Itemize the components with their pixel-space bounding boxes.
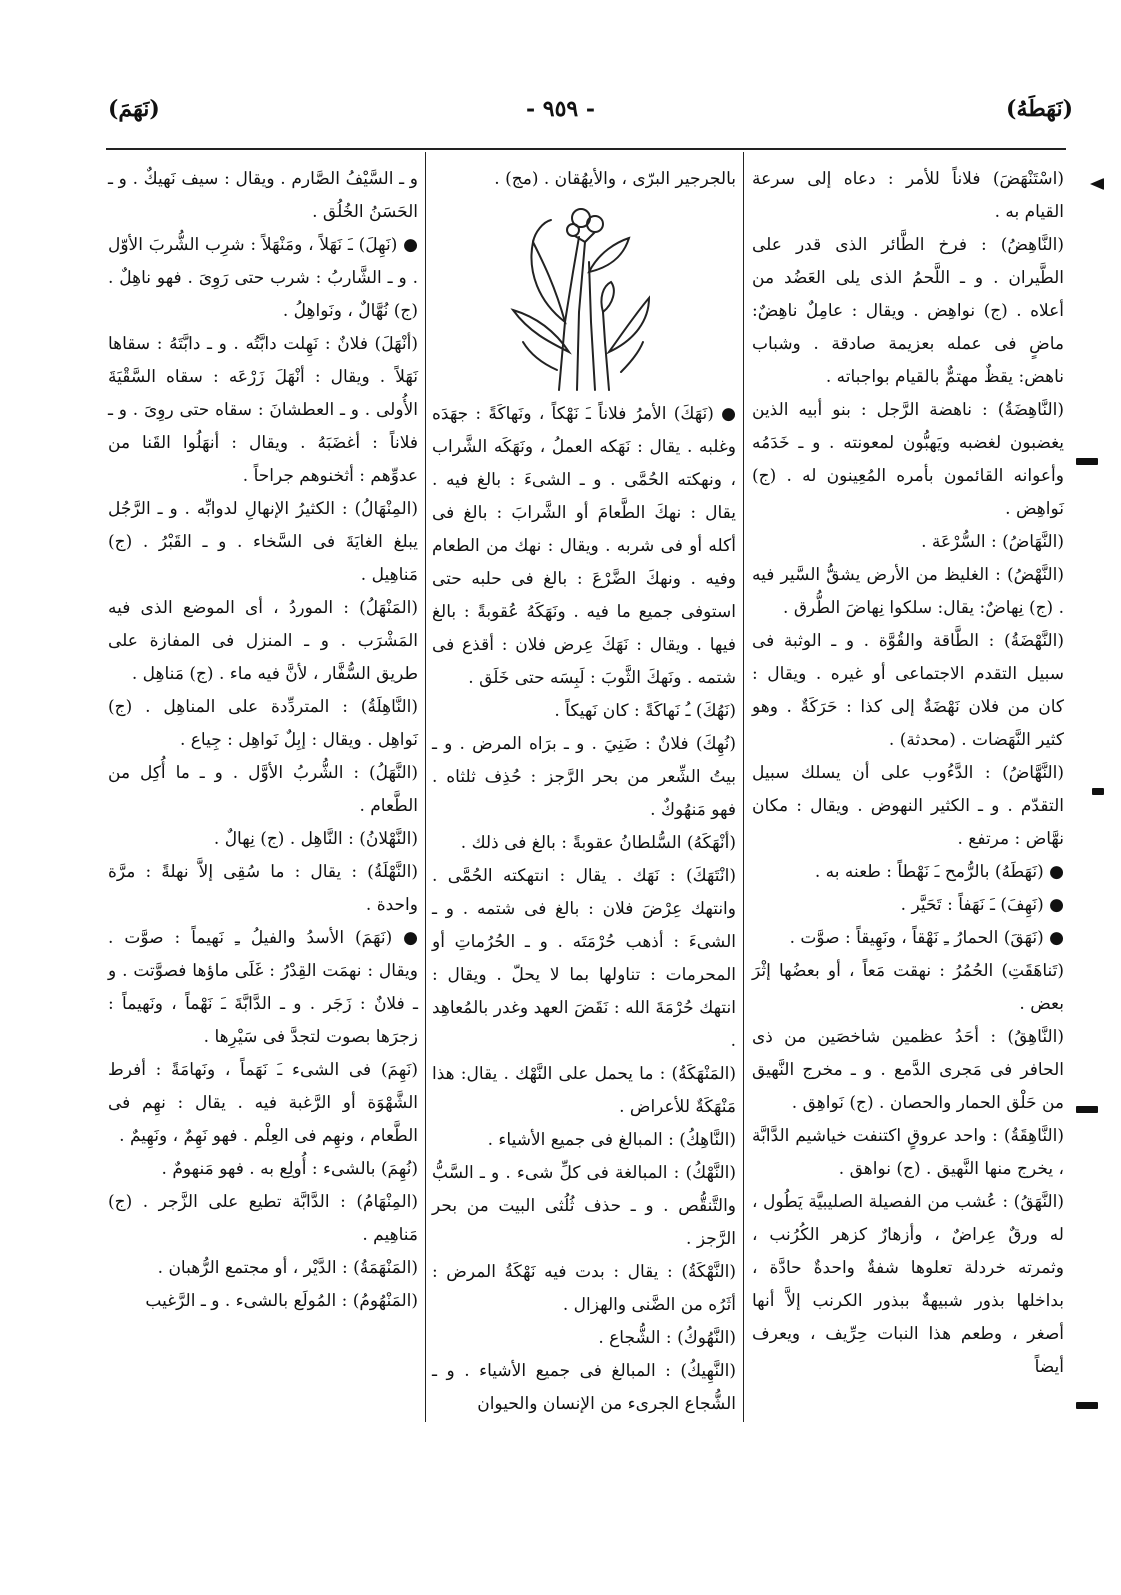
running-head-left: (نَهَمَ) <box>108 96 160 122</box>
entry: (المِنْهَالُ) : الكثيرُ الإنهالِ لدوابِّه . و ـ الرَّجُل يبلغ الغايَةَ فى السَّخاء . و ـ القَبْرُ . (ج) مَناهِيل . <box>108 499 418 585</box>
column-right <box>752 163 1064 1384</box>
plant-drawing <box>499 202 669 392</box>
entry: (النَّهْلانُ) : النَّاهِل . (ج) نِهالٌ . <box>213 829 418 849</box>
margin-marker <box>1076 1402 1098 1409</box>
entry: (النَّاهِضُ) : فرخ الطَّائر الذى قدر على الطَّيران . و ـ اللَّحمُ الذى يلى العَضُد من أعلاه . (ج) نواهِض . ويقال : عامِلٌ ناهِضٌ: ماضٍ فى عمله بعزيمة صادقة . وشباب ناهض: يقظٌ مهتمٌّ بالقيام بواجباته . <box>752 235 1064 387</box>
entry: (نَهِمَ) فى الشىء ـَ نَهَماً ، ونَهامَةً : أفرط الشَّهْوَة أو الرَّغبة فيه . يقال : نهِم فى الطَّعام ، ونهِم فى العِلْم . فهو نَهِمٌ ، ونَهِيمٌ . <box>108 1060 418 1146</box>
entry: (النَّهَاضُ) : السُّرْعَة . <box>921 532 1064 552</box>
entry: (نُهِمَ) بالشىء : أُولِع به . فهو مَنهومٌ . <box>161 1159 418 1179</box>
entry: (النَّهْضُ) : الغليظ من الأرض يشقُّ السَّير فيه . (ج) نِهاضٌ: يقال: سلكوا نِهاضَ الطُّرق . <box>752 565 1064 618</box>
entry: ● (نَهَطَهُ) بالرُّمح ـَ نَهْطاً : طعنه به . <box>814 862 1064 882</box>
entry: و ـ السَّيْفُ الصَّارم . ويقال : سيف نَهيكٌ . و ـ الحَسَنُ الخُلُق . <box>108 169 418 222</box>
entry: (تَناهَقَتِ) الحُمُرُ : نهقت مَعاً ، أو بعضُها إثْرَ بعض . <box>752 961 1064 1014</box>
entry: (النَّاهِقَةُ) : واحد عروقٍ اكتنفت خياشيم الدَّابَّة ، يخرج منها النَّهيق . (ج) نواهق . <box>752 1126 1064 1179</box>
entry: ● (نَهَمَ) الأسدُ والفيلُ ـِ نَهيماً : صوَّت . ويقال : نهمَت القِدْرُ : غَلَى ماؤها فصوَّتت . و ـ فلانٌ : زَجَر . و ـ الدَّابَّةَ ـَ نَهْماً ، ونَهيماً : زجرَها بصوت لتجدَّ فى سَيْرِها . <box>108 928 418 1047</box>
entry: (النَّاهِكُ) : المبالغ فى جميع الأشياء . <box>487 1130 736 1150</box>
entry: ● (نَهِلَ) ـَ نَهَلاً ، ومَنْهَلاً : شرِب الشُّربَ الأوّل . و ـ الشَّاربُ : شرب حتى رَوِىَ . فهو ناهِلٌ . (ج) نُهَّالٌ ، ونَواهِلُ . <box>108 235 418 321</box>
margin-marker <box>1090 178 1104 190</box>
entry: ● (نَهِفَ) ـَ نَهَفاً : تَحَيَّر . <box>900 895 1064 915</box>
margin-marker <box>1092 788 1104 795</box>
entry: (اسْتَنْهَضَ) فلاناً للأمر : دعاه إلى سرعة القيام به . <box>752 169 1064 222</box>
entry: (المَنْهَلُ) : الموردُ ، أى الموضع الذى فيه المَشْرَب . و ـ المنزل فى المفازة على طريق السُّفَّار ، لأنَّ فيه ماء . (ج) مَناهِل . <box>108 598 418 684</box>
entry: بالجرجير البرّى ، والأيهُقان . (مج) . <box>494 169 736 189</box>
entry: (المَنْهَكَةُ) : ما يحمل على النَّهْك . يقال: هذا مَنْهَكَةٌ للأعراض . <box>432 1064 736 1117</box>
column-divider-left <box>425 152 426 1422</box>
entry: (المِنْهَامُ) : الدَّابَّة تطيع على الزَّجر . (ج) مَناهِيم . <box>108 1192 418 1245</box>
entry: ● (نَهَكَ) الأمرُ فلاناً ـَ نَهْكاً ، ونَهاكَةً : جهَدَه وغلبه . يقال : نَهَكه العملُ ، ونَهَكَه الشَّراب ، ونهكته الحُمَّى . و ـ الشىءَ : بالغ فيه . يقال : نهكَ الطَّعامَ أو الشَّرابَ : بالغ فى أكله أو فى شربه . ويقال : نهك من الطعام وفيه . ونهكَ الضَّرْعَ : بالغ فى حلبه حتى استوفى جميع ما فيه . ونَهَكَهُ عُقوبةً : بالغ فيها . ويقال : نَهَكَ عِرض فلان : أقذع فى شتمه . ونَهكَ الثَّوبَ : لَبِسَه حتى خَلَق . <box>432 404 736 688</box>
running-head-right: (نَهَطَهُ) <box>1006 96 1073 122</box>
entry: (نُهِكَ) فلانٌ : ضَنِيَ . و ـ برَاه المرض . و ـ بيتُ الشِّعر من بحر الرَّجز : حُذِف ثلثاه . فهو مَنهُوكٌ . <box>432 734 736 820</box>
entry: (النَّهَلُ) : الشُّربُ الأوَّل . و ـ ما أُكِل من الطَّعام . <box>108 763 418 816</box>
entry: (النَّهُوكُ) : الشُّجاع . <box>598 1328 736 1348</box>
entry: (النَّهْكُ) : المبالغة فى كلِّ شىء . و ـ السَّبُّ والتَّنقُّص . و ـ حذف ثُلُثى البيت من بحر الرَّجز . <box>432 1163 736 1249</box>
entry: (النَّهْضَةُ) : الطَّاقة والقُوَّة . و ـ الوثبة فى سبيل التقدم الاجتماعى أو غيره . ويقال : كان من فلان نَهْضَةٌ إلى كذا : حَرَكَةٌ . وهو كثير النَّهَضات . (محدثة) . <box>752 631 1064 750</box>
entry: (النَّاهِضَةُ) : ناهضة الرَّجل : بنو أبيه الذين يغضبون لغضبه ويَهبُّون لمعونته . و ـ خَدَمُه وأعوانه القائمون بأمره المُعِينون له . (ج) نَواهِض . <box>752 400 1064 519</box>
margin-marker <box>1076 458 1098 465</box>
entry: (النَّاهِقُ) : أحَدُ عظمين شاخصَين من ذى الحافر فى مَجرى الدَّمع . و ـ مخرج النَّهيق من حَلْق الحمار والحصان . (ج) نَواهِق . <box>752 1027 1064 1113</box>
plant-illustration <box>499 202 669 392</box>
entry: (المَنْهَمَةُ) : الدَّيْر ، أو مجتمع الرُّهبان . <box>157 1258 418 1278</box>
entry: (النَّهْلَةُ) : يقال : ما سُقِى إلاَّ نهلةً : مرَّة واحدة . <box>108 862 418 915</box>
entry: (نَهُكَ) ـُ نَهاكَةً : كان نَهيكاً . <box>554 701 736 721</box>
entry: (المَنْهُومُ) : المُولَع بالشىء . و ـ الرَّغيب <box>145 1291 418 1311</box>
margin-marker <box>1076 1106 1098 1113</box>
entry: (أنْهَكَهُ) السُّلطانُ عقوبةً : بالغ فى ذلك . <box>460 833 736 853</box>
column-middle <box>432 163 736 1421</box>
entry: (أنْهَلَ) فلانٌ : نَهِلت دابَّتُه . و ـ دابَّتَهُ : سقاها نَهَلاً . ويقال : أنْهَلَ زَرْعَه : سقاه السَّقْيَةَ الأُولى . و ـ العطشانَ : سقاه حتى روِىَ . و ـ فلاناً : أغضَبَهُ . ويقال : أنهَلُوا القَنا من عدوِّهم : أثخنوهم جراحاً . <box>108 334 418 486</box>
column-left <box>108 163 418 1318</box>
entry: (النَّهْكَةُ) : يقال : بدت فيه نَهْكَةُ المرض : أثَرُه من الضَّنى والهزال . <box>432 1262 736 1315</box>
entry: (النَّهَّاضُ) : الدَّءُوب على أن يسلك سبيل التقدّم . و ـ الكثير النهوض . ويقال : مكان نهَّاض : مرتفع . <box>752 763 1064 849</box>
entry: (النَّهَقُ) : عُشب من الفصيلة الصليبيَّة يَطُول ، له ورقٌ عِراضٌ ، وأزهارٌ كزهر الكُرُنب ، وثمرته خردلة تعلوها شفةٌ واحدةٌ حادَّة ، بداخلها بذور شبيهةٌ ببذور الكرنب إلاَّ أنها أصغر ، وطعم هذا النبات حِرِّيف ، ويعرف أيضاً <box>752 1192 1064 1377</box>
page-number: - ٩٥٩ - <box>525 96 596 122</box>
entry: (النَّهِيكُ) : المبالغ فى جميع الأشياء . و ـ الشُّجاع الجرىء من الإنسان والحيوان <box>432 1361 736 1414</box>
entry: ● (نَهَقَ) الحمارُ ـِ نَهْقاً ، ونَهِيقاً : صوَّت . <box>789 928 1064 948</box>
header-rule <box>106 148 1066 150</box>
entry: (انْتَهَكَ) : نَهَك . يقال : انتهكته الحُمَّى . وانتهك عِرْضَ فلان : بالغ فى شتمه . و ـ الشىءَ : أذهب حُرْمَتَه . و ـ الحُرُماتِ أو المحرمات : تناولها بما لا يحلّ . ويقال : انتهك حُرْمَةَ الله : نَقَضَ العهد وغدر بالمُعاهِد . <box>432 866 736 1051</box>
entry: (النَّاهِلَةُ) : المتردِّدة على المناهِل . (ج) نَواهِل . ويقال : إبِلٌ نَواهِل : جِياع . <box>108 697 418 750</box>
column-divider-right <box>743 152 744 1422</box>
